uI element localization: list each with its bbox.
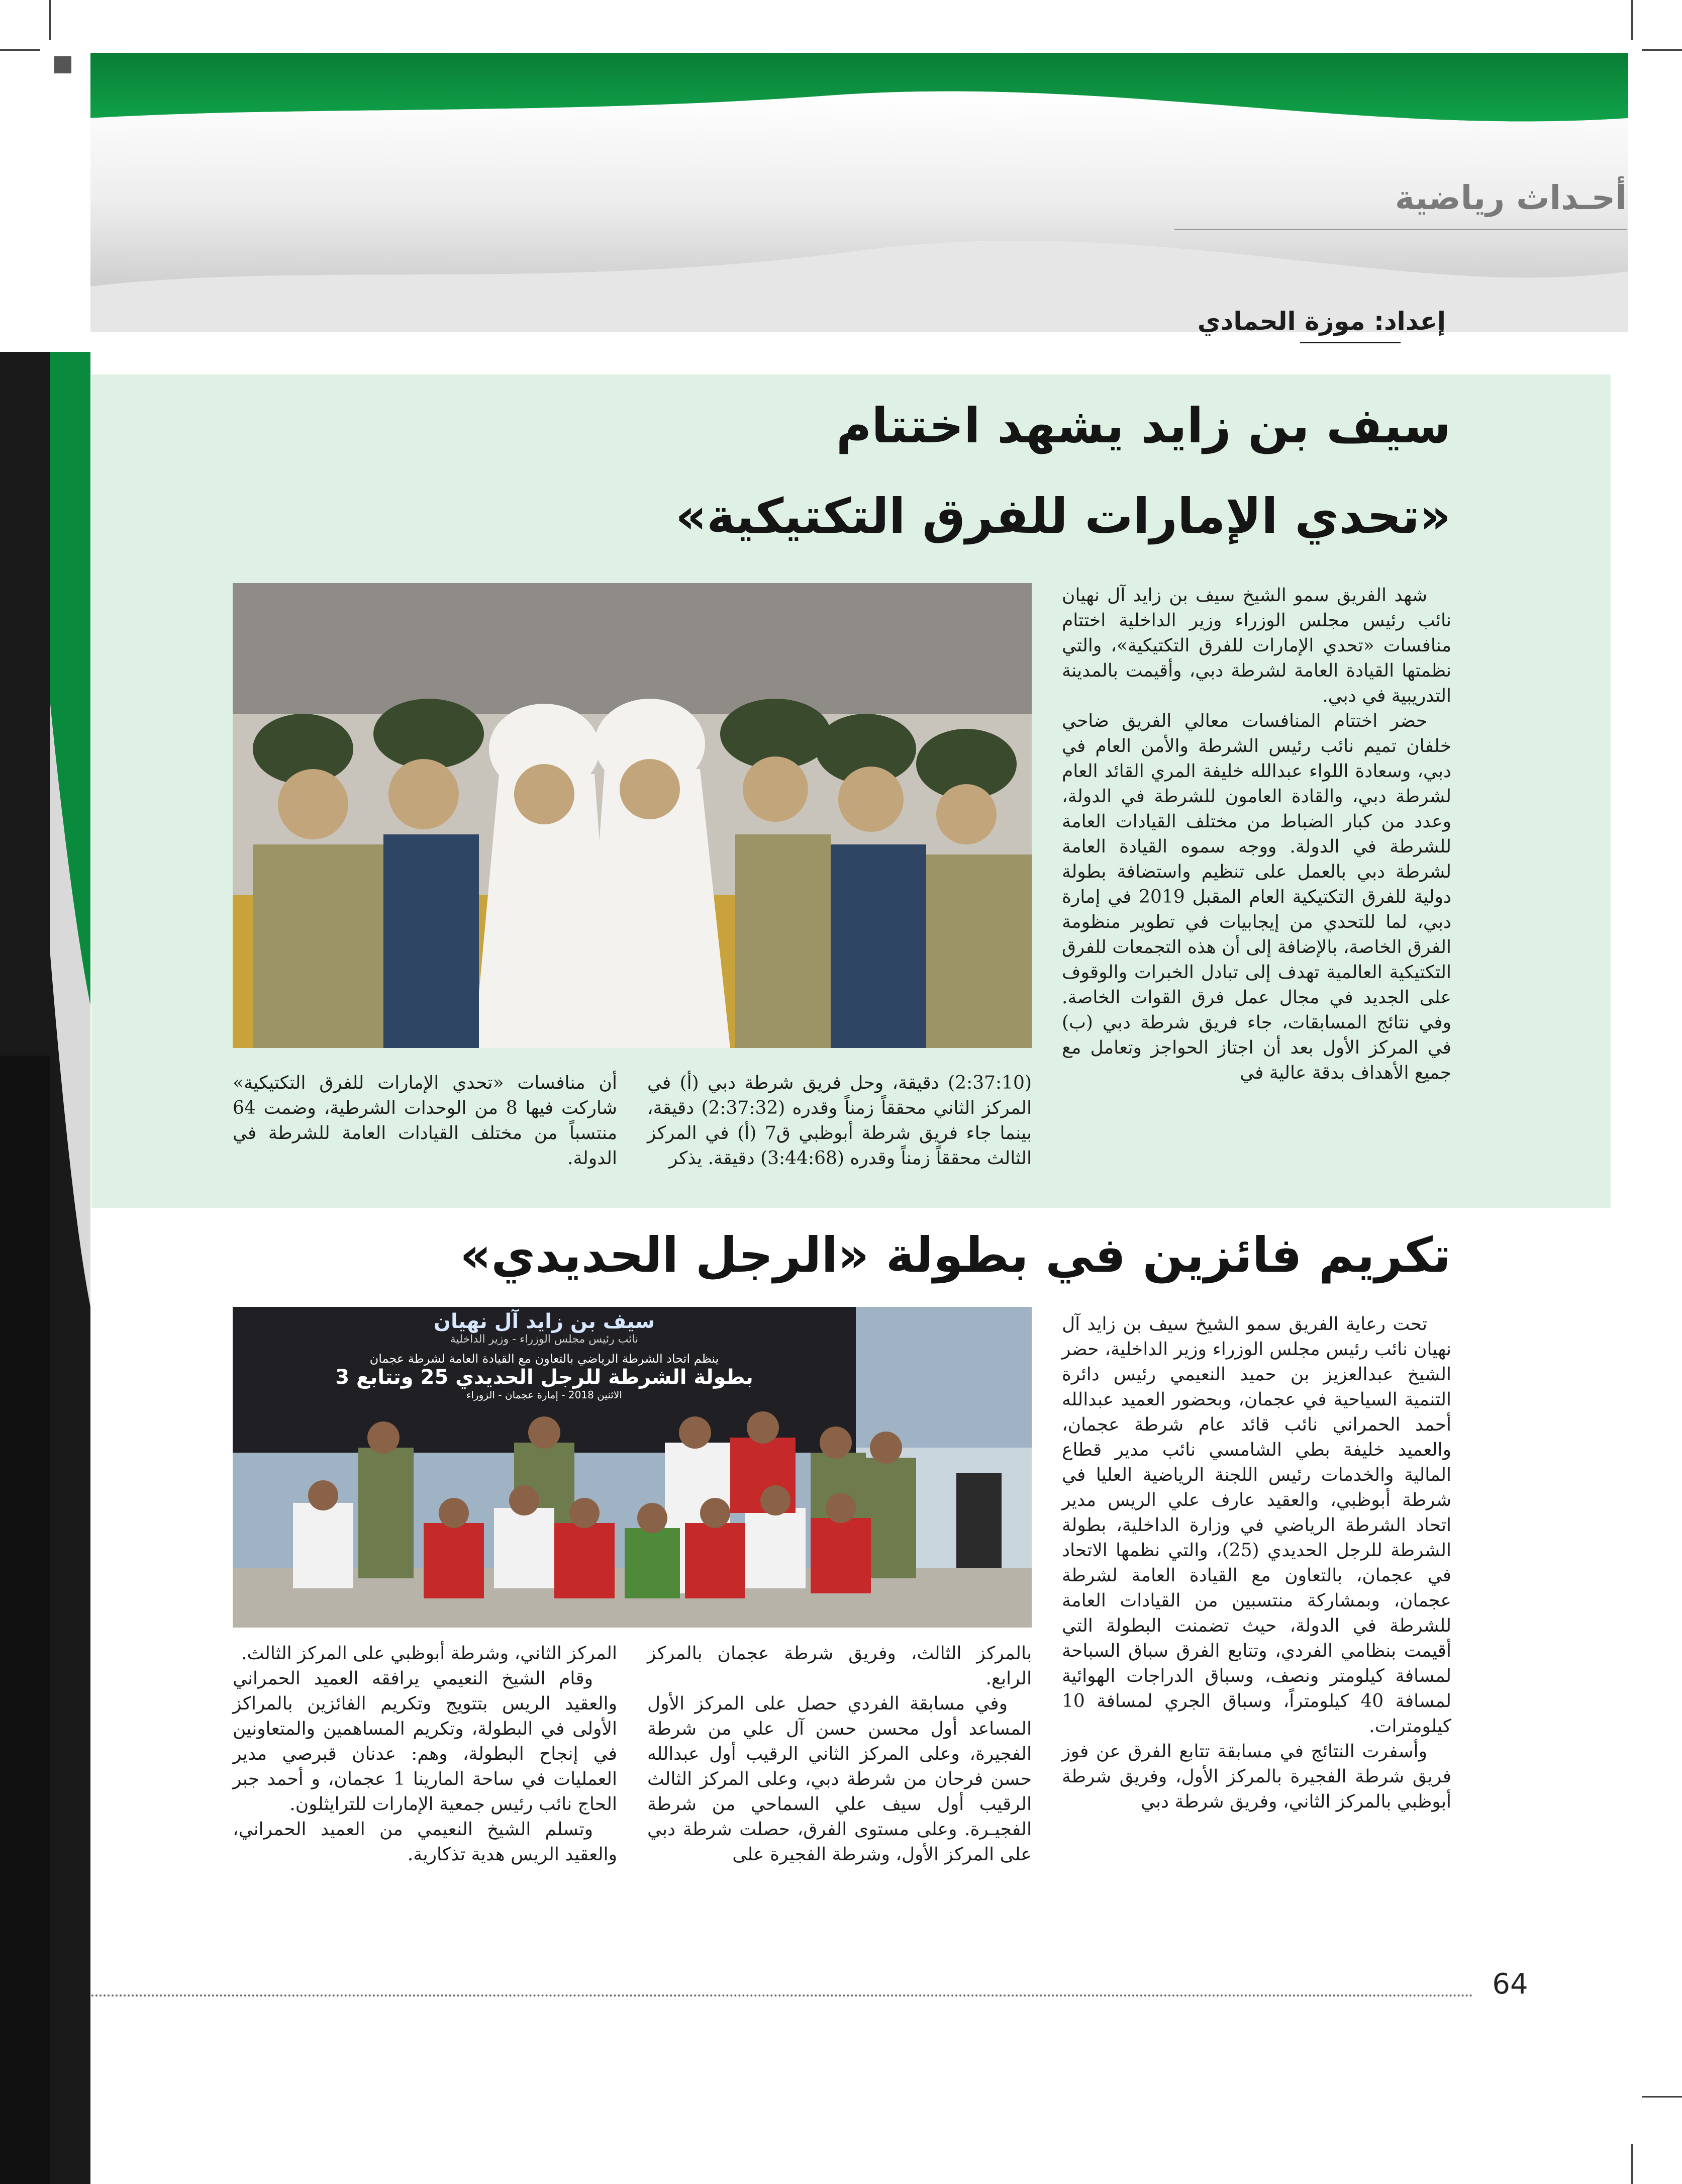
award-photo <box>233 1307 1032 1628</box>
article1-column-middle <box>647 1071 1032 1171</box>
paragraph: بالمركز الثالث، وفريق شرطة عجمان بالمركز الرابع. <box>647 1643 1032 1689</box>
article1-column-left <box>233 1071 617 1171</box>
paragraph: المركز الثاني، وشرطة أبوظبي على المركز الثالث. <box>241 1643 617 1664</box>
article2-headline: تكريم فائزين في بطولة «الرجل الحديدي» <box>460 1227 1451 1283</box>
section-divider <box>1174 229 1627 230</box>
article1-headline-line1: سيف بن زايد يشهد اختتام <box>836 398 1451 454</box>
author-credit: إعداد: موزة الحمادي <box>1197 307 1446 336</box>
paragraph: (2:37:10) دقيقة، وحل فريق شرطة دبي (أ) في المركز الثاني محققاً زمناً وقدره (2:37:32) دقيقة، بينما جاء فريق شرطة أبوظبي ق7 (أ) في المركز الثالث محققاً زمناً وقدره (3:44:68) دقيقة. يذكر <box>647 1073 1032 1169</box>
article1-column-right <box>1062 583 1451 1086</box>
paragraph: وتسلم الشيخ النعيمي من العميد الحمراني، والعقيد الريس هدية تذكارية. <box>233 1819 617 1865</box>
article1-headline-line2: «تحدي الإمارات للفرق التكتيكية» <box>675 488 1451 544</box>
article2-column-left <box>233 1641 617 1867</box>
crop-mark <box>1642 2096 1682 2098</box>
flag-side-strip <box>0 352 90 2184</box>
banner-event: بطولة الشرطة للرجل الحديدي 25 وتتابع 3 <box>335 1366 753 1389</box>
page-number: 64 <box>1492 1968 1528 2001</box>
ceremony-photo <box>233 583 1032 1048</box>
paragraph: أن منافسات «تحدي الإمارات للفرق التكتيكية» شاركت فيها 8 من الوحدات الشرطية، وضمت 64 منتسباً من مختلف القيادات العامة للشرطة في الدولة. <box>233 1073 617 1169</box>
banner-name: سيف بن زايد آل نهيان <box>433 1310 655 1333</box>
paragraph: وفي مسابقة الفردي حصل على المركز الأول المساعد أول محسن حسن آل علي من شرطة الفجيرة، وعلى المركز الثاني الرقيب أول عبدالله حسن فرحان من شرطة دبي، وعلى المركز الثالث الرقيب أول سيف علي السماحي من شرطة الفجيـرة. وعلى مستوى الفرق، حصلت شرطة دبي على المركز الأول، وشرطة الفجيرة على <box>647 1693 1032 1865</box>
banner-role: نائب رئيس مجلس الوزراء - وزير الداخلية <box>450 1333 639 1346</box>
paragraph: شهد الفريق سمو الشيخ سيف بن زايد آل نهيان نائب رئيس مجلس الوزراء وزير الداخلية اختتام منافسات «تحدي الإمارات للفرق التكتيكية»، والتي نظمتها القيادة العامة لشرطة دبي، وأقيمت بالمدينة التدريبية في دبي. <box>1062 585 1451 706</box>
article2-column-middle <box>647 1641 1032 1867</box>
banner-organizer: ينظم اتحاد الشرطة الرياضي بالتعاون مع القيادة العامة لشرطة عجمان <box>369 1352 719 1366</box>
header-flag-band <box>0 0 1682 332</box>
paragraph: وأسفرت النتائج في مسابقة تتابع الفرق عن فوز فريق شرطة الفجيرة بالمركز الأول، وفريق شرطة أبوظبي بالمركز الثاني، وفريق شرطة دبي <box>1062 1741 1451 1812</box>
footer-rule <box>91 1995 1473 1997</box>
article2-column-right <box>1062 1312 1451 1815</box>
award-group <box>233 1307 1032 1628</box>
section-label: أحـداث رياضية <box>1395 178 1627 217</box>
banner-date: الاثنين 2018 - إمارة عجمان - الزوراء <box>466 1389 622 1401</box>
crop-mark <box>1631 2144 1633 2184</box>
paragraph: وقام الشيخ النعيمي يرافقه العميد الحمراني والعقيد الريس بتتويج وتكريم الفائزين بالمراكز الأولى في البطولة، وتكريم المساهمين والمتعاونين في إنجاح البطولة، وهم: عدنان قبرصي مدير العمليات في ساحة المارينا 1 عجمان، و أحمد جبر الحاج نائب رئيس جمعية الإمارات للترايثلون. <box>233 1668 617 1815</box>
paragraph: تحت رعاية الفريق سمو الشيخ سيف بن زايد آل نهيان نائب رئيس مجلس الوزراء وزير الداخلية، حضر الشيخ عبدالعزيز بن حميد النعيمي رئيس دائرة التنمية السياحية في عجمان، وبحضور العميد عبدالله أحمد الحمراني نائب قائد عام شرطة عجمان، والعميد خليفة بطي الشامسي نائب مدير قطاع المالية والخدمات رئيس اللجنة الرياضية العليا في شرطة أبوظبي، والعقيد عارف علي الريس مدير اتحاد الشرطة الرياضي في وزارة الداخلية، بطولة الشرطة للرجل الحديدي (25)، والتي نظمها الاتحاد في عجمان، بالتعاون مع القيادة العامة لشرطة عجمان، وبمشاركة منتسبين من القيادات العامة للشرطة في الدولة، حيث تضمنت البطولة التي أقيمت بنظامي الفردي، وتتابع الفرق سباق السباحة لمسافة كيلومتر ونصف، وسباق الدراجات الهوائية لمسافة 40 كيلومتراً، وسباق الجري لمسافة 10 كيلومترات. <box>1062 1314 1451 1737</box>
paragraph: حضر اختتام المنافسات معالي الفريق ضاحي خلفان تميم نائب رئيس الشرطة والأمن العام في دبي، وسعادة اللواء عبدالله خليفة المري القائد العام لشرطة دبي، والقادة العامون للشرطة في الدولة، وعدد من كبار الضباط من مختلف القيادات العامة للشرطة في الدولة. ووجه سموه القيادة العامة لشرطة دبي بالعمل على تنظيم واستضافة بطولة دولية للفرق التكتيكية العام المقبل 2019 في إمارة دبي، لما للتحدي من إيجابيات في تطوير منظومة الفرق الخاصة، بالإضافة إلى أن هذه التجمعات للفرق التكتيكية العالمية تهدف إلى تبادل الخبرات والوقوف على الجديد في مجال عمل فرق القوات الخاصة. وفي نتائج المسابقات، جاء فريق شرطة دبي (ب) في المركز الأول بعد أن اجتاز الحواجز وتعامل مع جميع الأهداف بدقة عالية في <box>1062 711 1452 1083</box>
author-underline <box>1300 342 1401 343</box>
